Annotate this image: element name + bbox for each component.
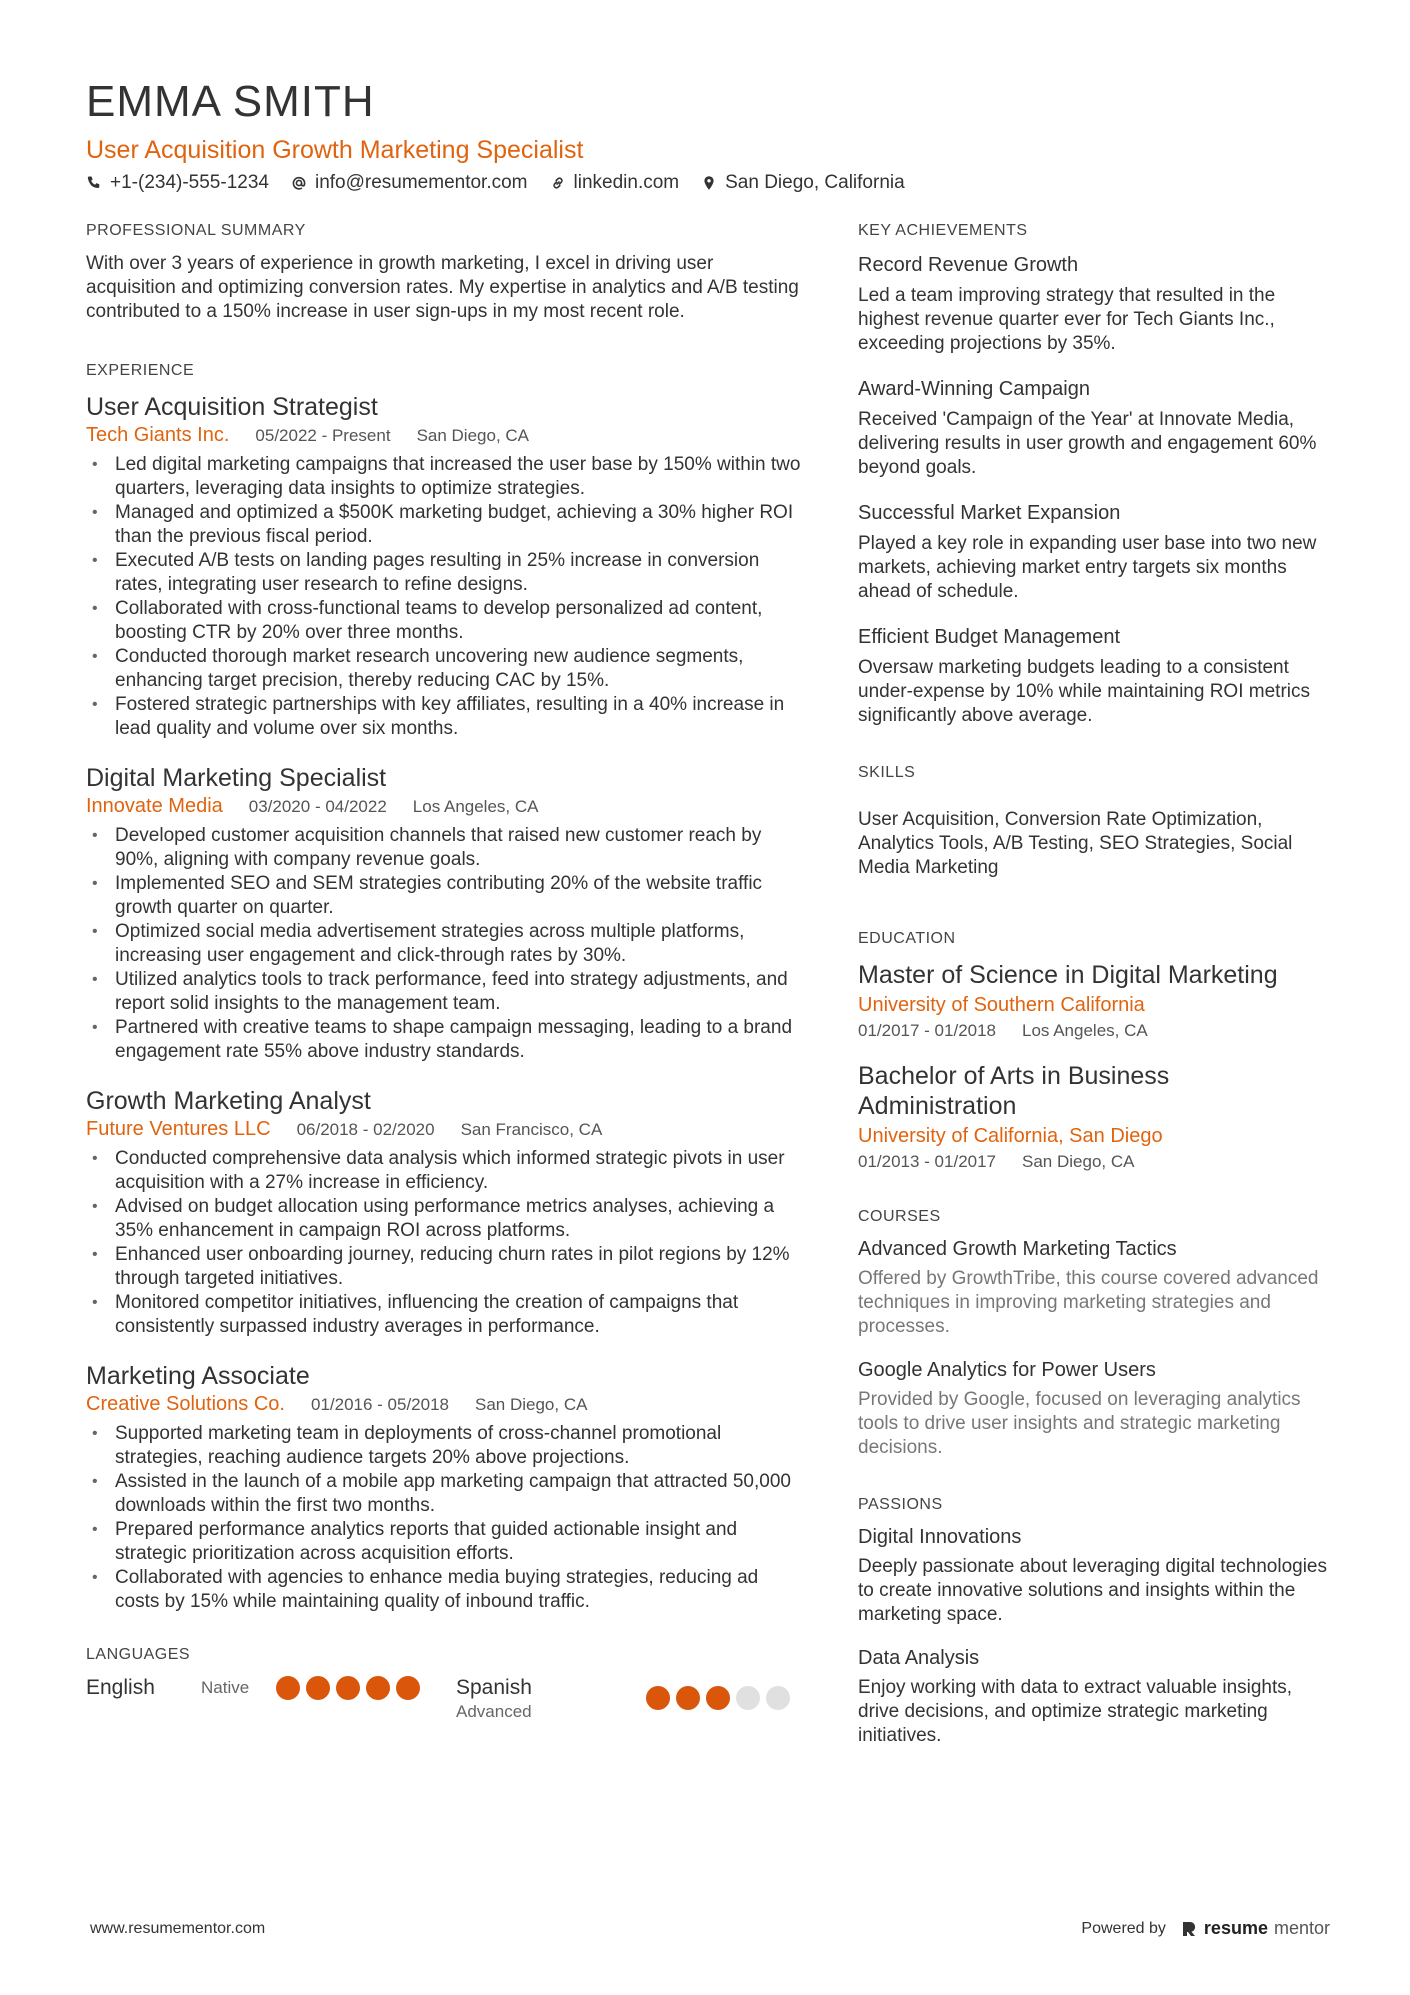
bullet-item: • Led digital marketing campaigns that increased the user base by 150% within two quarters, leveraging data insights to optimize strategies. (86, 453, 806, 501)
contact-linkedin[interactable] (550, 172, 680, 194)
location-text: San Diego, California (725, 172, 905, 193)
rating-dot (676, 1686, 700, 1710)
job-title: Digital Marketing Specialist (86, 764, 387, 792)
location-pin-icon (701, 175, 717, 191)
bullet-item: • Managed and optimized a $500K marketing budget, achieving a 30% higher ROI than the previous fiscal period. (86, 501, 806, 549)
candidate-name: EMMA SMITH (86, 77, 375, 126)
course-title: Advanced Growth Marketing Tactics (858, 1238, 1177, 1260)
bullet-item: • Prepared performance analytics reports that guided actionable insight and strategic prioritization across acquisition efforts. (86, 1518, 806, 1566)
rating-dot (646, 1686, 670, 1710)
bullet-item: • Utilized analytics tools to track performance, feed into strategy adjustments, and report solid insights to the management team. (86, 968, 806, 1016)
resumementor-logo-icon (1180, 1920, 1198, 1938)
skills-text: User Acquisition, Conversion Rate Optimization, Analytics Tools, A/B Testing, SEO Strategies, Social Media Marketing (858, 809, 1293, 878)
job-entry (86, 763, 806, 1064)
skills-section (858, 764, 1328, 880)
header (86, 72, 1326, 194)
achievement-title: Award-Winning Campaign (858, 378, 1090, 400)
education-item (858, 960, 1328, 1041)
job-company: Tech Giants Inc. (86, 424, 230, 446)
achievement-title: Efficient Budget Management (858, 626, 1121, 648)
job-meta (86, 424, 806, 447)
rating-dot (706, 1686, 730, 1710)
course-item (858, 1238, 1328, 1339)
bullet-item: • Conducted thorough market research uncovering new audience segments, enhancing target precision, thereby reducing CAC by 15%. (86, 645, 806, 693)
bullet-item: • Conducted comprehensive data analysis which informed strategic pivots in user acquisition with a 27% increase in efficiency. (86, 1147, 806, 1195)
languages-section (86, 1646, 806, 1722)
job-dates: 03/2020 - 04/2022 (248, 797, 387, 816)
email-text[interactable]: info@resumementor.com (314, 172, 528, 193)
contact-email[interactable] (291, 172, 528, 194)
rating-dot (276, 1676, 300, 1700)
achievement-item (858, 500, 1328, 604)
job-location: San Diego, CA (416, 426, 530, 445)
at-icon (291, 175, 307, 191)
rating-dot (366, 1676, 390, 1700)
achievement-desc: Played a key role in expanding user base into two new markets, achieving market entry targets six months ahead of schedule. (858, 533, 1317, 602)
footer-website[interactable]: www.resumementor.com (90, 1920, 266, 1937)
language-name: English (86, 1676, 155, 1699)
language-name: Spanish (456, 1676, 532, 1699)
job-title: User Acquisition Strategist (86, 393, 378, 421)
bullet-item: • Implemented SEO and SEM strategies contributing 20% of the website traffic growth quarter on quarter. (86, 872, 806, 920)
languages-row (86, 1676, 806, 1722)
rating-dot (766, 1686, 790, 1710)
passion-item (858, 1647, 1328, 1748)
bullet-item: • Fostered strategic partnerships with key affiliates, resulting in a 40% increase in lead quality and volume over six months. (86, 693, 806, 741)
job-bullets (86, 1147, 806, 1339)
courses-heading: COURSES (858, 1208, 941, 1225)
passion-item (858, 1526, 1328, 1627)
brand-light: mentor (1273, 1918, 1330, 1938)
passion-desc: Deeply passionate about leveraging digital technologies to create innovative solutions and insights within the marketing space. (858, 1556, 1327, 1625)
job-title: Marketing Associate (86, 1362, 310, 1390)
job-company: Creative Solutions Co. (86, 1393, 285, 1415)
courses-section (858, 1208, 1328, 1460)
bullet-item: • Executed A/B tests on landing pages resulting in 25% increase in conversion rates, integrating user research to refine designs. (86, 549, 806, 597)
achievement-desc: Led a team improving strategy that resulted in the highest revenue quarter ever for Tech Giants Inc., exceeding projections by 35%. (858, 285, 1276, 354)
education-dates: 01/2017 - 01/2018 (858, 1021, 997, 1040)
achievement-desc: Oversaw marketing budgets leading to a consistent under-expense by 10% while maintaining ROI metrics significantly above average. (858, 657, 1310, 726)
job-meta (86, 1118, 806, 1141)
language-rating (646, 1686, 790, 1710)
languages-heading: LANGUAGES (86, 1646, 191, 1663)
contact-bar (86, 172, 1326, 194)
achievement-title: Record Revenue Growth (858, 254, 1079, 276)
education-meta (858, 1152, 1328, 1172)
link-icon (550, 175, 566, 191)
language-item (86, 1676, 456, 1700)
rating-dot (736, 1686, 760, 1710)
job-bullets (86, 453, 806, 741)
bullet-item: • Collaborated with cross-functional teams to develop personalized ad content, boosting CTR by 20% over three months. (86, 597, 806, 645)
linkedin-text[interactable]: linkedin.com (573, 172, 680, 193)
achievement-title: Successful Market Expansion (858, 502, 1121, 524)
course-title: Google Analytics for Power Users (858, 1359, 1156, 1381)
job-bullets (86, 1422, 806, 1614)
job-dates: 06/2018 - 02/2020 (296, 1120, 435, 1139)
contact-phone (86, 172, 269, 194)
education-degree: Master of Science in Digital Marketing (858, 961, 1278, 989)
job-company: Future Ventures LLC (86, 1118, 271, 1140)
language-rating (276, 1676, 420, 1700)
skills-heading: SKILLS (858, 764, 916, 781)
job-dates: 05/2022 - Present (255, 426, 391, 445)
language-text (456, 1676, 646, 1722)
bullet-item: • Collaborated with agencies to enhance media buying strategies, reducing ad costs by 15% while maintaining quality of inbound traffic. (86, 1566, 806, 1614)
bullet-item: • Advised on budget allocation using performance metrics analyses, achieving a 35% enhancement in campaign ROI across platforms. (86, 1195, 806, 1243)
education-item (858, 1061, 1328, 1172)
summary-text: With over 3 years of experience in growth marketing, I excel in driving user acquisition and optimizing conversion rates. My expertise in analytics and A/B testing contributed to a 150% increase in user sign-ups in my most recent role. (86, 253, 799, 322)
phone-icon (86, 175, 102, 191)
education-school: University of Southern California (858, 994, 1145, 1016)
phone-text: +1-(234)-555-1234 (110, 172, 269, 193)
achievement-item (858, 252, 1328, 356)
language-level: Advanced (456, 1702, 532, 1721)
bullet-item: • Optimized social media advertisement strategies across multiple platforms, increasing user engagement and click-through rates by 30%. (86, 920, 806, 968)
education-location: Los Angeles, CA (1022, 1021, 1148, 1040)
language-item (456, 1676, 790, 1722)
education-location: San Diego, CA (1022, 1152, 1135, 1171)
achievements-heading: KEY ACHIEVEMENTS (858, 222, 1028, 239)
rating-dot (306, 1676, 330, 1700)
right-column (858, 222, 1328, 1768)
experience-heading: EXPERIENCE (86, 362, 195, 379)
summary-heading: PROFESSIONAL SUMMARY (86, 222, 306, 239)
passion-desc: Enjoy working with data to extract valuable insights, drive decisions, and optimize strategic marketing initiatives. (858, 1677, 1293, 1746)
education-section (858, 930, 1328, 1172)
passions-section (858, 1496, 1328, 1748)
bullet-item: • Assisted in the launch of a mobile app marketing campaign that attracted 50,000 downloads within the first two months. (86, 1470, 806, 1518)
job-entry (86, 1361, 806, 1614)
passions-heading: PASSIONS (858, 1496, 943, 1513)
bullet-item: • Enhanced user onboarding journey, reducing churn rates in pilot regions by 12% through targeted initiatives. (86, 1243, 806, 1291)
achievements-section (858, 222, 1328, 728)
brand-bold: resume (1203, 1918, 1268, 1938)
brand-logo[interactable] (1180, 1918, 1330, 1939)
education-dates: 01/2013 - 01/2017 (858, 1152, 997, 1171)
footer (90, 1920, 1330, 1938)
achievement-item (858, 624, 1328, 728)
education-school: University of California, San Diego (858, 1125, 1163, 1147)
bullet-item: • Monitored competitor initiatives, influencing the creation of campaigns that consistently surpassed industry averages in performance. (86, 1291, 806, 1339)
bullet-item: • Partnered with creative teams to shape campaign messaging, leading to a brand engagement rate 55% above industry standards. (86, 1016, 806, 1064)
job-dates: 01/2016 - 05/2018 (310, 1395, 449, 1414)
achievement-desc: Received 'Campaign of the Year' at Innovate Media, delivering results in user growth and engagement 60% beyond goals. (858, 409, 1317, 478)
rating-dot (336, 1676, 360, 1700)
passion-title: Data Analysis (858, 1647, 980, 1669)
bullet-item: • Developed customer acquisition channels that raised new customer reach by 90%, aligning with company revenue goals. (86, 824, 806, 872)
achievement-item (858, 376, 1328, 480)
job-location: San Diego, CA (475, 1395, 588, 1414)
job-meta (86, 1393, 806, 1416)
job-location: San Francisco, CA (460, 1120, 603, 1139)
powered-by-text: Powered by (1081, 1919, 1166, 1937)
course-desc: Provided by Google, focused on leveraging analytics tools to drive user insights and strategic marketing decisions. (858, 1389, 1301, 1458)
education-heading: EDUCATION (858, 930, 956, 947)
left-column (86, 222, 806, 1722)
job-location: Los Angeles, CA (412, 797, 539, 816)
language-level: Native (201, 1678, 250, 1697)
job-bullets (86, 824, 806, 1064)
job-company: Innovate Media (86, 795, 223, 817)
contact-location (701, 172, 905, 194)
footer-branding (1081, 1918, 1330, 1939)
job-entry (86, 392, 806, 741)
job-meta (86, 795, 806, 818)
job-title: Growth Marketing Analyst (86, 1087, 371, 1115)
course-item (858, 1359, 1328, 1460)
candidate-title: User Acquisition Growth Marketing Specialist (86, 136, 584, 164)
course-desc: Offered by GrowthTribe, this course covered advanced techniques in improving marketing strategies and processes. (858, 1268, 1319, 1337)
bullet-item: • Supported marketing team in deployments of cross-channel promotional strategies, reaching audience targets 20% above projections. (86, 1422, 806, 1470)
education-degree: Bachelor of Arts in Business Administration (858, 1062, 1170, 1120)
education-meta (858, 1021, 1328, 1041)
rating-dot (396, 1676, 420, 1700)
passion-title: Digital Innovations (858, 1526, 1022, 1548)
job-entry (86, 1086, 806, 1339)
